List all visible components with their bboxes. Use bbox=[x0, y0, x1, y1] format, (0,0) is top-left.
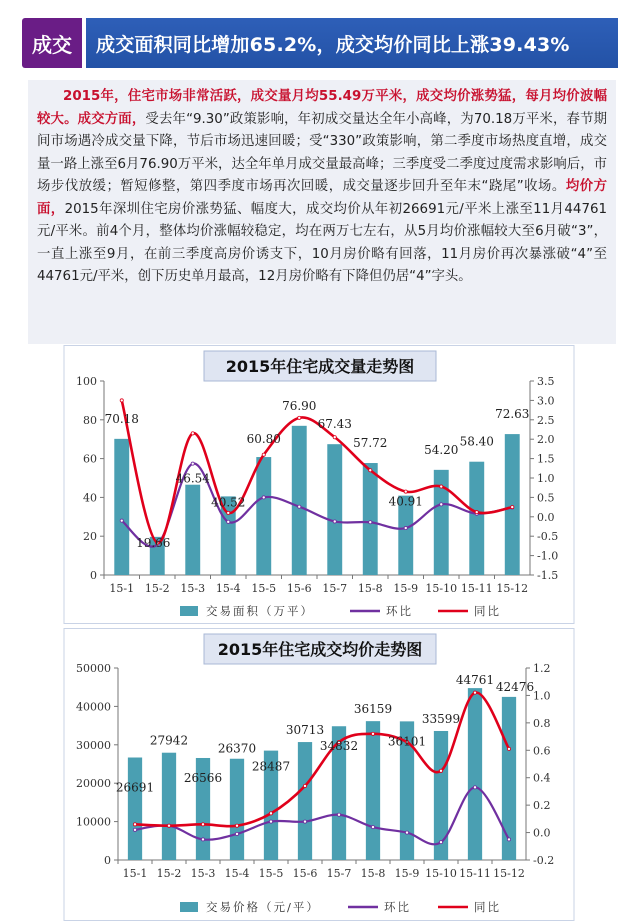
yoy-point bbox=[133, 823, 136, 826]
x-tick-label: 15-7 bbox=[326, 867, 352, 880]
bar bbox=[230, 759, 244, 860]
bar bbox=[502, 697, 516, 860]
yoy-point bbox=[120, 399, 123, 402]
y2-tick-label: 0.5 bbox=[537, 491, 555, 505]
mom-point bbox=[303, 820, 306, 823]
yoy-point bbox=[235, 824, 238, 827]
mom-point bbox=[227, 520, 230, 523]
data-label: 26691 bbox=[115, 780, 155, 795]
chart-title: 2015年住宅成交均价走势图 bbox=[217, 640, 423, 659]
y-tick-label: 40000 bbox=[76, 700, 111, 714]
mom-point bbox=[120, 519, 123, 522]
legend-label-bar: 交易价格（元/平） bbox=[206, 900, 320, 914]
data-label: 67.43 bbox=[317, 417, 352, 432]
y2-tick-label: -1.5 bbox=[537, 569, 559, 582]
summary-lead: 2015年，住宅市场非常活跃，成交量月均55.49万平米，成交均价涨势猛，每月均价波幅较大。 bbox=[37, 89, 607, 127]
x-tick-label: 15-4 bbox=[215, 582, 241, 595]
yoy-point bbox=[439, 769, 442, 772]
yoy-point bbox=[371, 732, 374, 735]
bar bbox=[298, 742, 312, 860]
yoy-point bbox=[298, 416, 301, 419]
data-label: 34832 bbox=[319, 739, 359, 754]
bar bbox=[185, 485, 200, 575]
summary-text bbox=[28, 80, 616, 344]
y2-tick-label: 0.8 bbox=[533, 716, 551, 730]
legend-label-bar: 交易面积（万平） bbox=[206, 604, 314, 618]
price-label: 均价方面， bbox=[37, 179, 607, 217]
mom-point bbox=[473, 786, 476, 789]
x-tick-label: 15-11 bbox=[460, 582, 493, 595]
x-tick-label: 15-8 bbox=[360, 867, 386, 880]
x-tick-label: 15-1 bbox=[109, 582, 135, 595]
mom-point bbox=[371, 825, 374, 828]
y2-tick-label: 2.0 bbox=[537, 433, 555, 447]
mom-point bbox=[439, 841, 442, 844]
data-label: 36159 bbox=[353, 702, 393, 717]
data-label: 58.40 bbox=[459, 434, 494, 449]
data-label: 70.18 bbox=[104, 411, 139, 426]
x-tick-label: 15-3 bbox=[180, 582, 206, 595]
bar bbox=[256, 457, 271, 575]
data-label: 33599 bbox=[421, 711, 461, 726]
y-tick-label: 100 bbox=[76, 375, 97, 388]
data-label: 27942 bbox=[149, 733, 189, 748]
bar bbox=[505, 434, 520, 575]
yoy-point bbox=[473, 691, 476, 694]
mom-point bbox=[404, 526, 407, 529]
x-tick-label: 15-12 bbox=[496, 582, 529, 595]
yoy-point bbox=[511, 506, 514, 509]
mom-point bbox=[191, 462, 194, 465]
price-chart bbox=[0, 628, 640, 924]
yoy-point bbox=[227, 511, 230, 514]
y2-tick-label: -1.0 bbox=[537, 549, 559, 563]
y-tick-label: 80 bbox=[83, 413, 97, 427]
bar bbox=[292, 426, 307, 575]
y-tick-label: 0 bbox=[90, 569, 97, 582]
mom-point bbox=[507, 838, 510, 841]
section-tag: 成交 bbox=[22, 18, 82, 68]
yoy-point bbox=[333, 436, 336, 439]
y-tick-label: 50000 bbox=[76, 662, 111, 675]
section-title: 成交面积同比增加65.2%，成交均价同比上涨39.43% bbox=[86, 18, 618, 68]
legend-label-yoy: 同比 bbox=[474, 604, 501, 618]
data-label: 42476 bbox=[495, 679, 535, 694]
y-tick-label: 0 bbox=[104, 854, 111, 867]
legend-label-mom: 环比 bbox=[384, 900, 411, 914]
x-tick-label: 15-9 bbox=[393, 582, 419, 595]
data-label: 72.63 bbox=[495, 407, 530, 422]
mom-point bbox=[405, 831, 408, 834]
data-label: 26370 bbox=[217, 741, 257, 756]
data-label: 28487 bbox=[251, 759, 291, 774]
chart-title: 2015年住宅成交量走势图 bbox=[225, 357, 415, 376]
y2-tick-label: 2.5 bbox=[537, 413, 555, 427]
yoy-point bbox=[269, 812, 272, 815]
y-tick-label: 20 bbox=[83, 530, 97, 544]
data-label: 26566 bbox=[183, 770, 223, 785]
mom-point bbox=[133, 828, 136, 831]
bar bbox=[366, 721, 380, 860]
bar bbox=[128, 758, 142, 860]
yoy-point bbox=[507, 747, 510, 750]
y2-tick-label: 3.0 bbox=[537, 394, 555, 408]
x-tick-label: 15-9 bbox=[394, 867, 420, 880]
y2-tick-label: 0.2 bbox=[533, 799, 551, 813]
bar bbox=[363, 463, 378, 575]
data-label: 30713 bbox=[285, 723, 325, 738]
yoy-point bbox=[191, 432, 194, 435]
y2-tick-label: 3.5 bbox=[537, 375, 555, 388]
yoy-point bbox=[369, 469, 372, 472]
data-label: 54.20 bbox=[424, 442, 459, 457]
price-body: 2015年深圳住宅房价涨势猛、幅度大，成交均价从年初26691元/平米上涨至11月44761元/平米。前4个月，整体均价涨幅较稳定，均在两万七左右，从5月均价涨幅较大至6月破“3”，一直上涨至9月，在前三季度高房价诱支下，10月房价略有回落，11月房价再次暴涨破“4”至44761元/平米，创下历史单月最高，12月房价略有下降但仍居“4”字头。 bbox=[37, 201, 608, 284]
mom-point bbox=[201, 838, 204, 841]
mom-point bbox=[262, 496, 265, 499]
y-tick-label: 60 bbox=[83, 452, 97, 466]
volume-label: 成交方面， bbox=[77, 111, 146, 127]
data-label: 76.90 bbox=[282, 398, 317, 413]
yoy-point bbox=[167, 824, 170, 827]
legend-swatch-bar bbox=[180, 606, 198, 616]
data-label: 19.66 bbox=[136, 535, 171, 550]
bar bbox=[468, 688, 482, 860]
x-tick-label: 15-12 bbox=[493, 867, 525, 880]
x-tick-label: 15-3 bbox=[190, 867, 216, 880]
y2-tick-label: 1.2 bbox=[533, 662, 551, 675]
data-label: 57.72 bbox=[353, 436, 388, 451]
y-tick-label: 30000 bbox=[76, 738, 111, 752]
x-tick-label: 15-11 bbox=[459, 867, 491, 880]
x-tick-label: 15-4 bbox=[224, 867, 250, 880]
x-tick-label: 15-6 bbox=[292, 867, 318, 880]
y-tick-label: 40 bbox=[83, 491, 97, 505]
y2-tick-label: 1.0 bbox=[533, 689, 551, 703]
bar bbox=[114, 439, 129, 575]
y2-tick-label: -0.5 bbox=[537, 530, 559, 544]
x-tick-label: 15-7 bbox=[322, 582, 348, 595]
yoy-point bbox=[303, 784, 306, 787]
yoy-point bbox=[262, 453, 265, 456]
mom-point bbox=[235, 832, 238, 835]
volume-body: 受去年“9.30”政策影响，年初成交量达全年小高峰，为70.18万平米，春节期间市场遇冷成交量下降，节后市场迅速回暖；受“330”政策影响，第二季度市场热度直增，成交量一路上涨至6月76.90万平米，达全年单月成交量最高峰；三季度受二季度过度需求影响后，市场步伐放缓；暂短修整，第四季度市场再次回暖，成交量逐步回升至年末“跷尾”收场。 bbox=[37, 111, 608, 194]
x-tick-label: 15-10 bbox=[425, 582, 458, 595]
y2-tick-label: -0.2 bbox=[533, 854, 555, 867]
x-tick-label: 15-6 bbox=[286, 582, 312, 595]
data-label: 36101 bbox=[387, 734, 427, 749]
data-label: 60.80 bbox=[246, 432, 281, 447]
bar bbox=[327, 444, 342, 575]
x-tick-label: 15-5 bbox=[251, 582, 277, 595]
yoy-point bbox=[475, 511, 478, 514]
data-label: 40.52 bbox=[211, 495, 246, 510]
bar bbox=[162, 753, 176, 860]
mom-point bbox=[298, 505, 301, 508]
y2-tick-label: 0.4 bbox=[533, 771, 551, 785]
x-tick-label: 15-1 bbox=[122, 867, 148, 880]
mom-point bbox=[269, 820, 272, 823]
legend-label-yoy: 同比 bbox=[474, 900, 501, 914]
x-tick-label: 15-10 bbox=[425, 867, 457, 880]
mom-point bbox=[369, 521, 372, 524]
x-tick-label: 15-2 bbox=[156, 867, 182, 880]
mom-point bbox=[337, 813, 340, 816]
data-label: 44761 bbox=[455, 673, 495, 688]
y2-tick-label: 1.5 bbox=[537, 452, 555, 466]
yoy-point bbox=[201, 823, 204, 826]
legend-label-mom: 环比 bbox=[386, 604, 413, 618]
data-label: 40.91 bbox=[388, 494, 423, 509]
bar bbox=[469, 462, 484, 575]
y2-tick-label: 1.0 bbox=[537, 472, 555, 485]
y2-tick-label: 0.0 bbox=[533, 826, 551, 840]
x-tick-label: 15-5 bbox=[258, 867, 284, 880]
x-tick-label: 15-2 bbox=[144, 582, 170, 595]
legend-swatch-bar bbox=[180, 902, 198, 912]
y-tick-label: 10000 bbox=[76, 815, 111, 829]
y2-tick-label: 0.6 bbox=[533, 744, 551, 758]
yoy-point bbox=[404, 490, 407, 493]
y-tick-label: 20000 bbox=[76, 777, 111, 791]
y2-tick-label: 0.0 bbox=[537, 510, 555, 524]
mom-point bbox=[333, 520, 336, 523]
x-tick-label: 15-8 bbox=[357, 582, 383, 595]
section-header bbox=[22, 18, 618, 68]
volume-chart bbox=[0, 345, 640, 627]
data-label: 46.54 bbox=[175, 471, 210, 486]
mom-point bbox=[440, 503, 443, 506]
yoy-point bbox=[440, 485, 443, 488]
